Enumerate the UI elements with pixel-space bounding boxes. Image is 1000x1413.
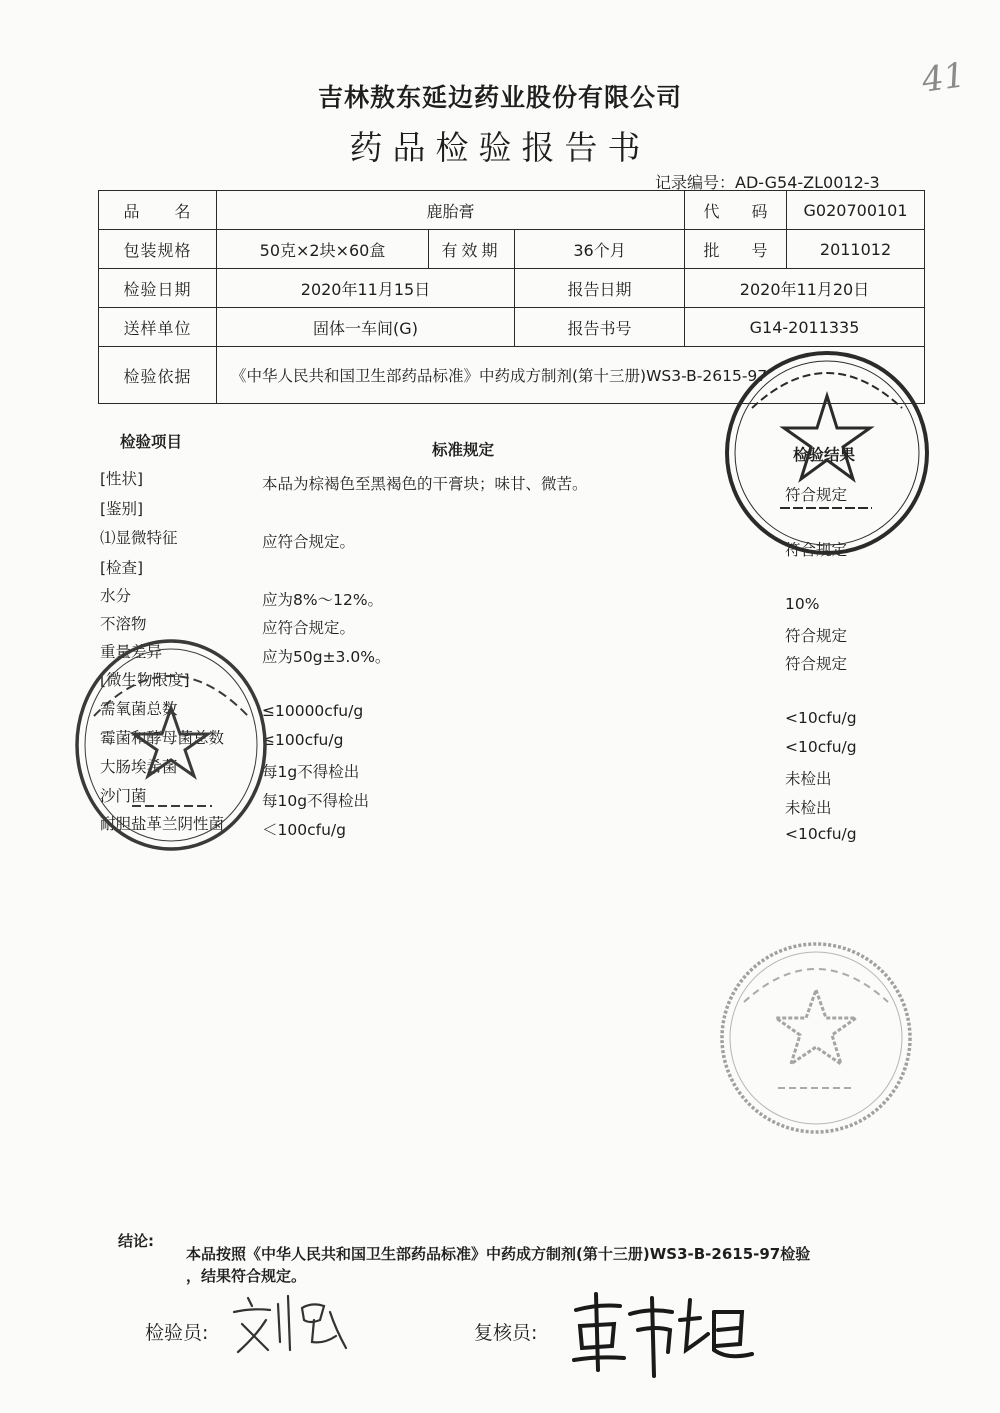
test-item-result: <10cfu/g bbox=[785, 738, 857, 756]
info-row-sender bbox=[99, 308, 925, 347]
test-item-name: 霉菌和酵母菌总数 bbox=[100, 729, 225, 747]
validity-value: 36个月 bbox=[515, 230, 685, 269]
validity-label: 有效期 bbox=[429, 230, 515, 269]
reviewer-label: 复核员: bbox=[474, 1322, 538, 1344]
test-item-standard: 每1g不得检出 bbox=[262, 763, 360, 781]
record-number: 记录编号：AD-G54-ZL0012-3 bbox=[655, 173, 880, 192]
page-number: 41 bbox=[919, 55, 968, 101]
package-value: 50克×2块×60盒 bbox=[217, 230, 429, 269]
conclusion-text bbox=[186, 1243, 926, 1287]
test-item-result: 符合规定 bbox=[785, 655, 848, 673]
info-row-basis bbox=[99, 347, 925, 404]
test-item-name: 不溶物 bbox=[100, 615, 147, 633]
test-item-result: 10% bbox=[785, 595, 820, 613]
test-item-result: <10cfu/g bbox=[785, 825, 857, 843]
test-item-standard: ≤100cfu/g bbox=[262, 731, 344, 749]
column-result-header: 检验结果 bbox=[793, 446, 856, 464]
test-item-name: 水分 bbox=[100, 587, 132, 605]
sender-label: 送样单位 bbox=[99, 308, 217, 347]
company-name: 吉林敖东延边药业股份有限公司 bbox=[317, 83, 682, 112]
test-item-name: ⑴显微特征 bbox=[100, 529, 178, 547]
report-date-label: 报告日期 bbox=[515, 269, 685, 308]
batch-value: 2011012 bbox=[787, 230, 925, 269]
conclusion-label: 结论: bbox=[118, 1232, 154, 1250]
inspector-signature bbox=[228, 1290, 358, 1360]
test-item-name: 需氧菌总数 bbox=[100, 700, 178, 718]
test-item-standard: 应符合规定。 bbox=[262, 619, 356, 637]
code-label: 代 码 bbox=[685, 191, 787, 230]
inspection-date-label: 检验日期 bbox=[99, 269, 217, 308]
conclusion-line-2: ，结果符合规定。 bbox=[186, 1267, 307, 1285]
test-item-name: [性状] bbox=[100, 470, 144, 488]
report-title: 药品检验报告书 bbox=[349, 128, 651, 167]
column-item-header: 检验项目 bbox=[120, 433, 183, 451]
test-item-standard: 本品为棕褐色至黑褐色的干膏块；味甘、微苦。 bbox=[262, 475, 588, 493]
test-item-name: 沙门菌 bbox=[100, 787, 147, 805]
test-item-result: 符合规定 bbox=[785, 486, 848, 504]
info-table bbox=[98, 190, 925, 404]
info-row-product bbox=[99, 191, 925, 230]
product-name-label: 品 名 bbox=[99, 191, 217, 230]
test-item-result: <10cfu/g bbox=[785, 709, 857, 727]
test-item-standard: ＜100cfu/g bbox=[262, 821, 346, 839]
test-item-name: 重量差异 bbox=[100, 643, 163, 661]
batch-label: 批 号 bbox=[685, 230, 787, 269]
test-item-result: 符合规定 bbox=[785, 541, 848, 559]
test-item-standard: 每10g不得检出 bbox=[262, 792, 370, 810]
package-label: 包装规格 bbox=[99, 230, 217, 269]
test-item-name: [鉴别] bbox=[100, 500, 144, 518]
inspector-label: 检验员: bbox=[145, 1322, 209, 1344]
code-value: G020700101 bbox=[787, 191, 925, 230]
product-name-value: 鹿胎膏 bbox=[217, 191, 685, 230]
basis-label: 检验依据 bbox=[99, 347, 217, 404]
test-item-name: 大肠埃希菌 bbox=[100, 758, 178, 776]
test-item-standard: 应为50g±3.0%。 bbox=[262, 648, 391, 666]
test-item-name: [检查] bbox=[100, 559, 144, 577]
test-item-standard: 应为8%～12%。 bbox=[262, 591, 384, 609]
test-item-result: 未检出 bbox=[785, 799, 832, 817]
faded-seal-graphic bbox=[716, 938, 916, 1138]
basis-value: 《中华人民共和国卫生部药品标准》中药成方制剂(第十三册)WS3-B-2615-97 bbox=[217, 347, 925, 404]
faded-seal bbox=[716, 938, 916, 1138]
report-date-value: 2020年11月20日 bbox=[685, 269, 925, 308]
inspection-date-value: 2020年11月15日 bbox=[217, 269, 515, 308]
report-no-value: G14-2011335 bbox=[685, 308, 925, 347]
test-item-result: 符合规定 bbox=[785, 627, 848, 645]
inspector-signature-graphic bbox=[228, 1290, 358, 1360]
test-item-name: 耐胆盐革兰阴性菌 bbox=[100, 815, 225, 833]
reviewer-signature-graphic bbox=[568, 1290, 758, 1380]
report-no-label: 报告书号 bbox=[515, 308, 685, 347]
info-row-dates bbox=[99, 269, 925, 308]
test-item-name: [微生物限度] bbox=[100, 671, 190, 689]
test-item-result: 未检出 bbox=[785, 770, 832, 788]
conclusion-line-1: 本品按照《中华人民共和国卫生部药品标准》中药成方制剂(第十三册)WS3-B-2615-97检验 bbox=[186, 1245, 811, 1263]
sender-value: 固体一车间(G) bbox=[217, 308, 515, 347]
reviewer-signature bbox=[568, 1290, 758, 1380]
info-row-package bbox=[99, 230, 925, 269]
test-item-standard: 应符合规定。 bbox=[262, 533, 356, 551]
column-standard-header: 标准规定 bbox=[432, 441, 495, 459]
test-item-standard: ≤10000cfu/g bbox=[262, 702, 364, 720]
